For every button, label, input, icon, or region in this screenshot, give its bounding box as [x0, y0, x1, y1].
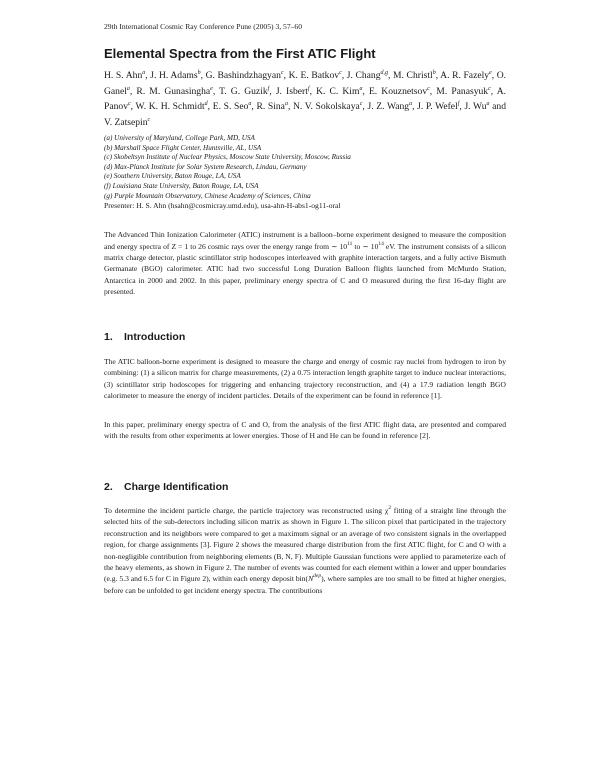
- author-name: H. S. Ahn: [104, 70, 143, 81]
- author-affiliation-mark: c: [127, 101, 131, 107]
- author-name: A. R. Fazely: [440, 70, 490, 81]
- author-list: H. S. Ahn$^a$, J. H. Adams$^b$, G. Bashindzhagyan$^c$, K. E. Batkov$^c$, J. Chang$^{d,g}$, M. Christl$^b$, A. R. Fazely$^e$, O. Ganel$^a$, R. M. Gunasingha$^e$, T. G. Guzik$^f$, J. Isbert$^f$, K. C. Kim$^a$, E. Kouznetsov$^c$, M. Panasyuk$^c$, A. Panov$^c$, W. K. H. Schmidt$^d$, E. S. Seo$^a$, R. Sina$^a$, N. V. Sokolskaya$^c$, J. Z. Wang$^a$, J. P. Wefel$^f$, J. Wu$^a$ and V. Zatsepin$^c$: [104, 70, 507, 128]
- author-affiliation-mark: f: [457, 101, 460, 107]
- author-name: R. Sina: [256, 101, 285, 112]
- author-name: J. Chang: [346, 70, 381, 81]
- author-name: J. Isbert: [275, 85, 308, 97]
- author-affiliation-mark: d,g: [380, 70, 389, 76]
- author-affiliation-mark: c: [280, 70, 284, 76]
- author-name: J. H. Adams: [150, 70, 198, 81]
- author-name: J. P. Wefel: [417, 101, 458, 112]
- author-name: E. S. Seo: [212, 101, 249, 112]
- affiliation: (b) Marshall Space Flight Center, Huntsville, AL, USA: [104, 143, 262, 152]
- author-affiliation-mark: c: [147, 116, 151, 123]
- author-name: G. Bashindzhagyan: [205, 70, 281, 81]
- author-name: M. Panasyuk: [436, 85, 489, 97]
- author-affiliation-mark: d: [204, 101, 208, 107]
- conference-header: 29th International Cosmic Ray Conference Pune (2005) 3, 57–60: [104, 22, 303, 31]
- author-affiliation-mark: a: [409, 101, 413, 107]
- author-affiliation-mark: a: [284, 101, 288, 107]
- affiliation: (e) Southern University, Baton Rouge, LA, USA: [104, 172, 241, 181]
- author-name: J. Z. Wang: [367, 101, 410, 112]
- section-heading-introduction: 1. Introduction: [104, 331, 186, 343]
- author-affiliation-mark: b: [197, 70, 201, 76]
- section-heading-charge-identification: 2. Charge Identification: [104, 481, 229, 493]
- author-affiliation-mark: c: [339, 70, 342, 76]
- author-affiliation-mark: e: [489, 70, 492, 76]
- author-affiliation-mark: a: [359, 85, 363, 92]
- affiliation: (f) Louisiana State University, Baton Rouge, LA, USA: [104, 181, 259, 190]
- author-affiliation-mark: c: [427, 85, 430, 92]
- author-affiliation-mark: a: [486, 101, 490, 107]
- abstract: The Advanced Thin Ionization Calorimeter (ATIC) instrument is a balloon–borne experiment designed to measure the composition and energy spectra of Z = 1 to 26 cosmic rays over the energy range from ∼ $10^{11}$ to ∼ $10^{14}$ eV. The instrument consists of a silicon matrix charge detector, plastic scintillator strip hodoscopes interleaved with graphite interaction targets, and a fully active Bismuth Germanate (BGO) calorimeter. ATIC had two successful Long Duration Balloon flights launched from McMurdo Station, Antarctica in 2000 and 2002. In this paper, preliminary energy spectra of C and O measured during the first 16-day flight are presented.: [104, 230, 507, 297]
- author-name: N. V. Sokolskaya: [292, 101, 360, 112]
- author-name: M. Christl: [393, 70, 433, 81]
- author-name: A. Panov: [104, 85, 507, 112]
- author-affiliation-mark: f: [307, 85, 310, 92]
- author-affiliation-mark: e: [210, 85, 213, 92]
- author-name: W. K. H. Schmidt: [135, 101, 205, 112]
- author-name: O. Ganel: [104, 70, 507, 97]
- affiliation-list: [104, 134, 506, 201]
- author-affiliation-mark: f: [267, 85, 270, 92]
- affiliation: (a) University of Maryland, College Park, MD, USA: [104, 134, 255, 142]
- paper-title: Elemental Spectra from the First ATIC Flight: [104, 46, 376, 61]
- author-name: T. G. Guzik: [219, 85, 268, 97]
- affiliation: (g) Purple Mountain Observatory, Chinese Academy of Sciences, China: [104, 191, 311, 200]
- author-name: J. Wu: [464, 101, 487, 112]
- affiliation: (d) Max-Planck Institute for Solar System Research, Lindau, Germany: [104, 162, 307, 171]
- author-name: K. C. Kim: [316, 85, 360, 97]
- author-affiliation-mark: a: [142, 70, 146, 76]
- author-affiliation-mark: a: [126, 85, 130, 92]
- author-affiliation-mark: c: [359, 101, 363, 107]
- author-affiliation-mark: a: [248, 101, 252, 107]
- charge-identification-paragraph-1: To determine the incident particle charge, the particle trajectory was reconstructed using $\chi^2$ fitting of a straight line through the selected hits of the sub-detectors including silicon matrix as shown in Figure 1. The silicon pixel that participated in the trajectory reconstruction and its neighbors were compared to get a maximum signal or an average of two consistent signals in the overlapped region, for charge assignments [3]. Figure 2 shows the measured charge distribution from the first ATIC flight, for C and O with a non-negligible contribution from neighboring elements (B, N, F). Multiple Gaussian functions were applied to parameterize each of the heavy elements, as shown in Figure 2. The number of events was counted for each element within a lower and upper boundaries (e.g. 5.3 and 6.5 for C in Figure 2), within each energy deposit $bin(N^{dep})$, where samples are too small to be fitted at higher energies, before can be unfolded to get incident energy spectra. The contributions: [104, 505, 506, 595]
- author-name: R. M. Gunasingha: [136, 85, 211, 97]
- author-name: V. Zatsepin: [104, 116, 148, 128]
- affiliation: (c) Skobeltsyn Institute of Nuclear Physics, Moscow State University, Moscow, Russia: [104, 153, 351, 162]
- author-affiliation-mark: b: [432, 70, 436, 76]
- author-name: K. E. Batkov: [288, 70, 340, 81]
- author-name: E. Kouznetsov: [368, 85, 428, 97]
- paper-page: [104, 22, 506, 298]
- introduction-paragraph-2: In this paper, preliminary energy spectra of C and O, from the analysis of the first ATIC flight data, are presented and compared with the results from other experiments at lower energies. Those of H and He can be found in reference [2].: [104, 420, 506, 441]
- author-affiliation-mark: c: [488, 85, 491, 92]
- presenter-line: Presenter: H. S. Ahn (hsahn@cosmicray.umd.edu), usa-ahn-H-abs1-og11-oral: [104, 201, 341, 211]
- introduction-paragraph-1: The ATIC balloon-borne experiment is designed to measure the charge and energy of cosmic ray nuclei from hydrogen to iron by combining: (1) a silicon matrix for charge measurements, (2) a 0.75 interaction length graphite target to induce nuclear interactions, (3) scintillator strip hodoscopes for triggering and enhancing trajectory reconstruction, and (4) a 17.9 radiation length BGO calorimeter to measure the energy of incident particles. Details of the experiment can be found in reference [1].: [104, 357, 506, 401]
